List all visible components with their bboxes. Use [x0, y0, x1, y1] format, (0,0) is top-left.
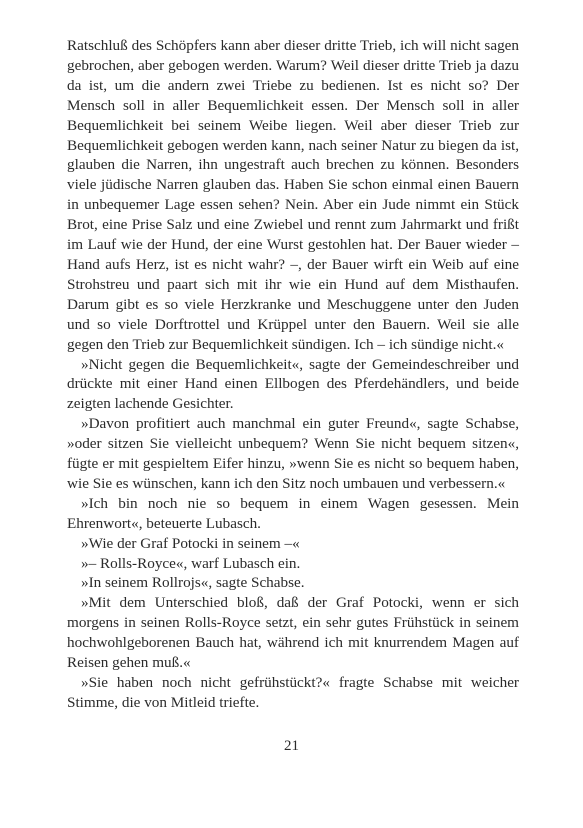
page-number: 21 — [284, 738, 299, 754]
paragraph: »Mit dem Unterschied bloß, daß der Graf Potocki, wenn er sich morgens in seinen Rolls-Royce setzt, ein sehr gutes Frühstück in seinem hochwohlgeborenen Bauch hat, während ich mit knurrendem Magen auf Reisen gehen muß.« — [67, 594, 519, 672]
paragraph: »In seinem Rollrojs«, sagte Schabse. — [81, 574, 305, 592]
page-body — [67, 36, 519, 713]
paragraph: »Sie haben noch nicht gefrühstückt?« fragte Schabse mit weicher Stimme, die von Mitleid triefte. — [67, 674, 519, 711]
paragraph: »– Rolls-Royce«, warf Lubasch ein. — [81, 554, 301, 572]
paragraph: Ratschluß des Schöpfers kann aber dieser dritte Trieb, ich will nicht sagen gebrochen, aber gebogen werden. Warum? Weil dieser dritte Trieb ja dazu da ist, um die andern zwei Triebe zu bedienen. Ist es nicht so? Der Mensch soll in aller Bequemlichkeit essen. Der Mensch soll in aller Bequemlichkeit bei seinem Weibe liegen. Weil aber dieser Trieb zur Bequemlichkeit gebogen werden kann, nach seiner Natur zu biegen da ist, glauben die Narren, ihn ungestraft auch brechen zu können. Besonders viele jüdische Narren glauben das. Haben Sie schon einmal einen Bauern in unbequemer Lage essen sehen? Nein. Aber ein Jude nimmt ein Stück Brot, eine Prise Salz und eine Zwiebel und rennt zum Jahrmarkt und frißt im Lauf wie der Hund, der eine Wurst gestohlen hat. Der Bauer wieder – Hand aufs Herz, ist es nicht wahr? –, der Bauer wirft ein Weib auf eine Strohstreu und paart sich mit ihr wie ein Hund auf dem Misthaufen. Darum gibt es so viele Herzkranke und Meschuggene unter den Juden und so viele Dorftrottel und Krüppel unter den Bauern. Weil sie alle gegen den Trieb zur Bequemlichkeit sündigen. Ich – ich sündige nicht.« — [67, 37, 519, 353]
paragraph: »Wie der Graf Potocki in seinem –« — [81, 534, 300, 552]
paragraph: »Ich bin noch nie so bequem in einem Wagen gesessen. Mein Ehrenwort«, beteuerte Lubasch. — [67, 494, 519, 532]
paragraph: »Nicht gegen die Bequemlichkeit«, sagte der Gemeindeschreiber und drückte mit einer Hand einen Ellbogen des Pferdehändlers, und beide zeigten lachende Gesichter. — [67, 355, 519, 413]
paragraph: »Davon profitiert auch manchmal ein guter Freund«, sagte Schabse, »oder sitzen Sie vielleicht unbequem? Wenn Sie nicht bequem sitzen«, fügte er mit gespieltem Eifer hinzu, »wenn Sie es nicht so bequem haben, wie Sie es wünschen, kann ich den Sitz noch umbauen und verbessern.« — [67, 415, 519, 492]
